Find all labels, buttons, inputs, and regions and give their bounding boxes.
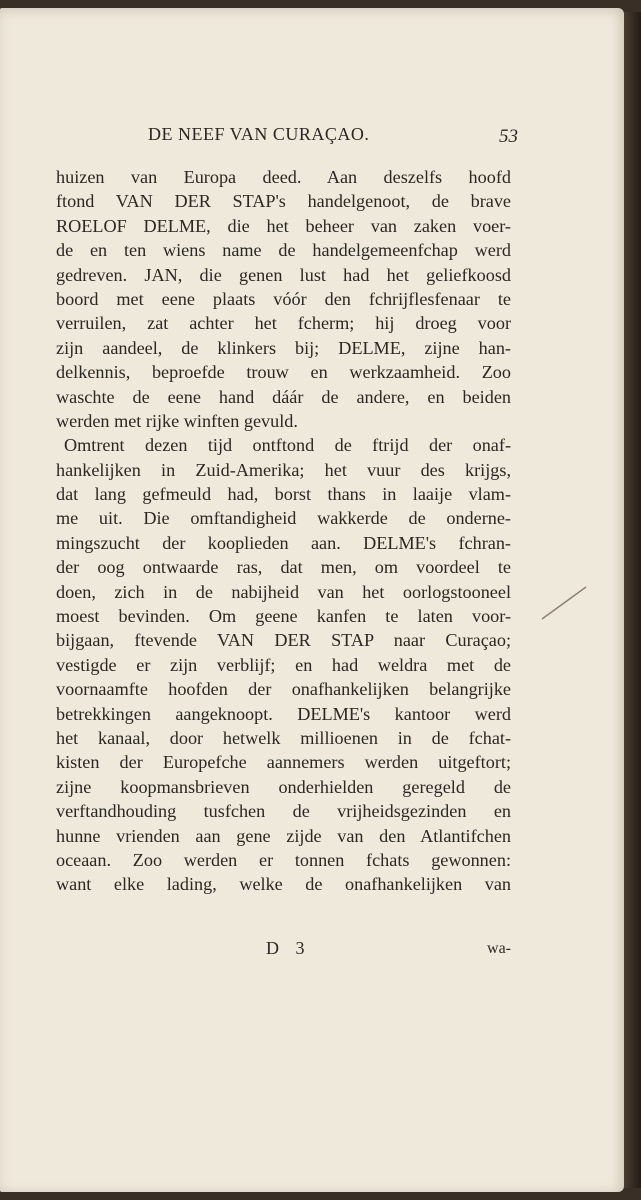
text-line: oceaan. Zoo werden er tonnen fchats gewonnen: (56, 849, 511, 870)
text-line: verftandhouding tusfchen de vrijheidsgezinden en (56, 801, 511, 822)
signature-mark: D 3 (266, 938, 311, 958)
text-line: dat lang gefmeuld had, borst thans in laaije vlam- (56, 484, 511, 505)
text-line: boord met eene plaats vóór den fchrijflesfenaar te (56, 288, 511, 309)
text-line: de en ten wiens name de handelgemeenfchap werd (56, 240, 511, 261)
running-title: DE NEEF VAN CURAÇAO. (148, 124, 370, 144)
text-line: ROELOF DELME, die het beheer van zaken voer- (56, 215, 511, 236)
text-line: mingszucht der kooplieden aan. DELME's fchran- (56, 532, 511, 553)
text-line: werden met rijke winften gevuld. (56, 410, 298, 431)
body-text (56, 165, 511, 897)
text-line: betrekkingen aangeknoopt. DELME's kantoor werd (56, 703, 511, 724)
text-line: der oog ontwaarde ras, dat men, om voordeel te (56, 557, 511, 578)
text-line: voornaamfte hoofden der onafhankelijken belangrijke (56, 679, 511, 700)
text-line: Omtrent dezen tijd ontftond de ftrijd der onaf- (64, 435, 511, 456)
text-line: het kanaal, door hetwelk millioenen in de fchat- (56, 727, 511, 748)
page-header (148, 124, 518, 154)
text-line: huizen van Europa deed. Aan deszelfs hoofd (56, 167, 511, 187)
text-line: moest bevinden. Om geene kanfen te laten voor- (56, 606, 511, 627)
pencil-stroke-mark (540, 583, 590, 623)
catchword: wa- (487, 940, 511, 957)
text-line: hankelijken in Zuid-Amerika; het vuur des krijgs, (56, 459, 511, 480)
text-line: me uit. Die omftandigheid wakkerde de onderne- (56, 508, 511, 529)
page-footer (56, 938, 511, 968)
text-line: gedreven. JAN, die genen lust had het geliefkoosd (56, 264, 511, 285)
text-line: zijne koopmansbrieven onderhielden geregeld de (56, 776, 511, 797)
book-page (0, 8, 624, 1192)
text-line: vestigde er zijn verblijf; en had weldra met de (56, 654, 511, 675)
text-line: waschte de eene hand dáár de andere, en beiden (56, 386, 511, 407)
text-line: delkennis, beproefde trouw en werkzaamheid. Zoo (56, 362, 511, 383)
text-line: ftond VAN DER STAP's handelgenoot, de brave (56, 191, 511, 212)
text-line: bijgaan, ftevende VAN DER STAP naar Curaçao; (56, 630, 511, 651)
text-line: kisten der Europefche aannemers werden uitgeftort; (56, 752, 511, 773)
page-number: 53 (499, 126, 518, 147)
text-line: zijn aandeel, de klinkers bij; DELME, zijne han- (56, 337, 511, 358)
text-line: verruilen, zat achter het fcherm; hij droeg voor (56, 313, 511, 334)
text-line: hunne vrienden aan gene zijde van den Atlantifchen (56, 825, 511, 846)
text-line: doen, zich in de nabijheid van het oorlogstooneel (56, 581, 511, 602)
book-edge (624, 12, 641, 1188)
text-line: want elke lading, welke de onafhankelijken van (56, 874, 511, 895)
